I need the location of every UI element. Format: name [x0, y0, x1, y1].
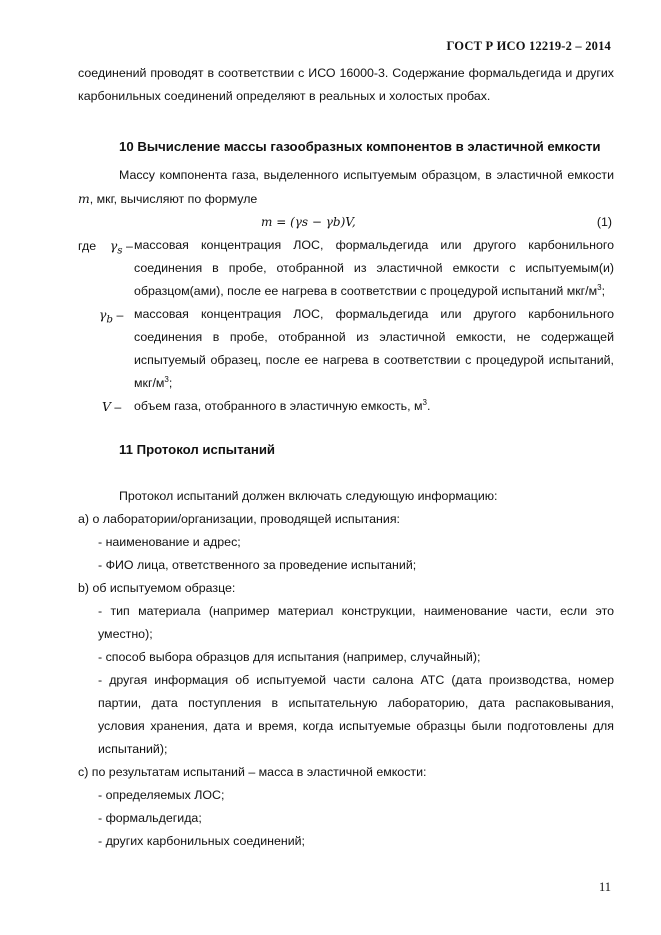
list-item: - определяемых ЛОС; — [98, 788, 225, 802]
group-a-label: a) о лаборатории/организации, проводящей испытания: — [78, 512, 400, 526]
unit-exponent: 3 — [164, 374, 169, 384]
group-b-label: b) об испытуемом образце: — [78, 581, 236, 595]
document-header: ГОСТ Р ИСО 12219-2 – 2014 — [446, 39, 611, 53]
definition-dash: – — [113, 308, 124, 322]
list-item: - формальдегида; — [98, 811, 202, 825]
unit-exponent: 3 — [422, 397, 427, 407]
lead-text: Массу компонента газа, выделенного испытуемым образцом, в эластичной емкости — [119, 168, 614, 182]
definition-desc: объем газа, отобранного в эластичную емкость, м — [134, 399, 423, 413]
section-11-lead: Протокол испытаний должен включать следующую информацию: — [119, 489, 498, 503]
definition-volume — [78, 395, 614, 418]
definition-text — [134, 303, 614, 395]
definition-gamma-b — [78, 303, 614, 395]
list-item: - тип материала (например материал конструкции, наименование части, если это уместно); — [98, 604, 614, 641]
list-item: - способ выбора образцов для испытания (например, случайный); — [98, 650, 481, 664]
definition-text — [134, 395, 614, 418]
list-item: - ФИО лица, ответственного за проведение испытаний; — [98, 558, 417, 572]
formula-1 — [78, 211, 614, 234]
definition-tail: ; — [601, 284, 606, 298]
definition-lead — [99, 303, 123, 331]
formula-number: (1) — [596, 215, 612, 229]
section-10-title: 10 Вычисление массы газообразных компонентов в эластичной емкости — [119, 139, 601, 154]
definition-dash: – — [122, 239, 133, 253]
definition-lead — [102, 395, 121, 419]
intro-paragraph: соединений проводят в соответствии с ИСО 16000-3. Содержание формальдегида и других карбонильных соединений определяют в реальных и холостых пробах. — [78, 66, 614, 103]
list-item: - наименование и адрес; — [98, 535, 241, 549]
list-item: - других карбонильных соединений; — [98, 834, 305, 848]
page-number: 11 — [598, 880, 611, 894]
definition-dash: – — [110, 400, 122, 414]
definition-subscript: b — [106, 313, 114, 326]
page-content — [78, 62, 614, 853]
definition-text — [134, 234, 614, 303]
definition-subscript: s — [117, 244, 123, 257]
definition-symbol: γ — [99, 307, 107, 322]
formula-expression: m = (γs − γb)V, — [261, 215, 356, 229]
where-word: где — [78, 239, 97, 253]
list-item: - другая информация об испытуемой части салона АТС (дата производства, номер партии, дата поступления в испытательную лабораторию, дата распаковывания, условия хранения, дата и время, когда испытуемые образцы были подготовлены для испытаний); — [98, 673, 614, 756]
lead-variable: m — [78, 191, 90, 206]
definition-tail: ; — [168, 376, 173, 390]
group-c-label: c) по результатам испытаний – масса в эластичной емкости: — [78, 765, 427, 779]
section-11-title: 11 Протокол испытаний — [119, 442, 276, 457]
definition-tail: . — [426, 399, 431, 413]
definition-symbol: V — [102, 399, 111, 414]
definition-desc: массовая концентрация ЛОС, формальдегида или другого карбонильного соединения в пробе, отобранной из эластичной емкости, не содержащей испытуемый образец, после ее нагрева в соответствии с процедурой испытаний, мкг/м — [134, 307, 614, 390]
section-10-lead — [78, 164, 614, 211]
definition-desc: массовая концентрация ЛОС, формальдегида или другого карбонильного соединения в пробе, отобранной из эластичной емкости с испытуемым(и) образцом(ами), после ее нагрева в соответствии с процедурой испытаний мкг/м — [134, 238, 614, 298]
definition-lead — [78, 234, 133, 262]
definition-gamma-s — [78, 234, 614, 303]
lead-tail: , мкг, вычисляют по формуле — [89, 192, 258, 206]
definition-symbol: γ — [109, 238, 118, 253]
unit-exponent: 3 — [597, 282, 602, 292]
